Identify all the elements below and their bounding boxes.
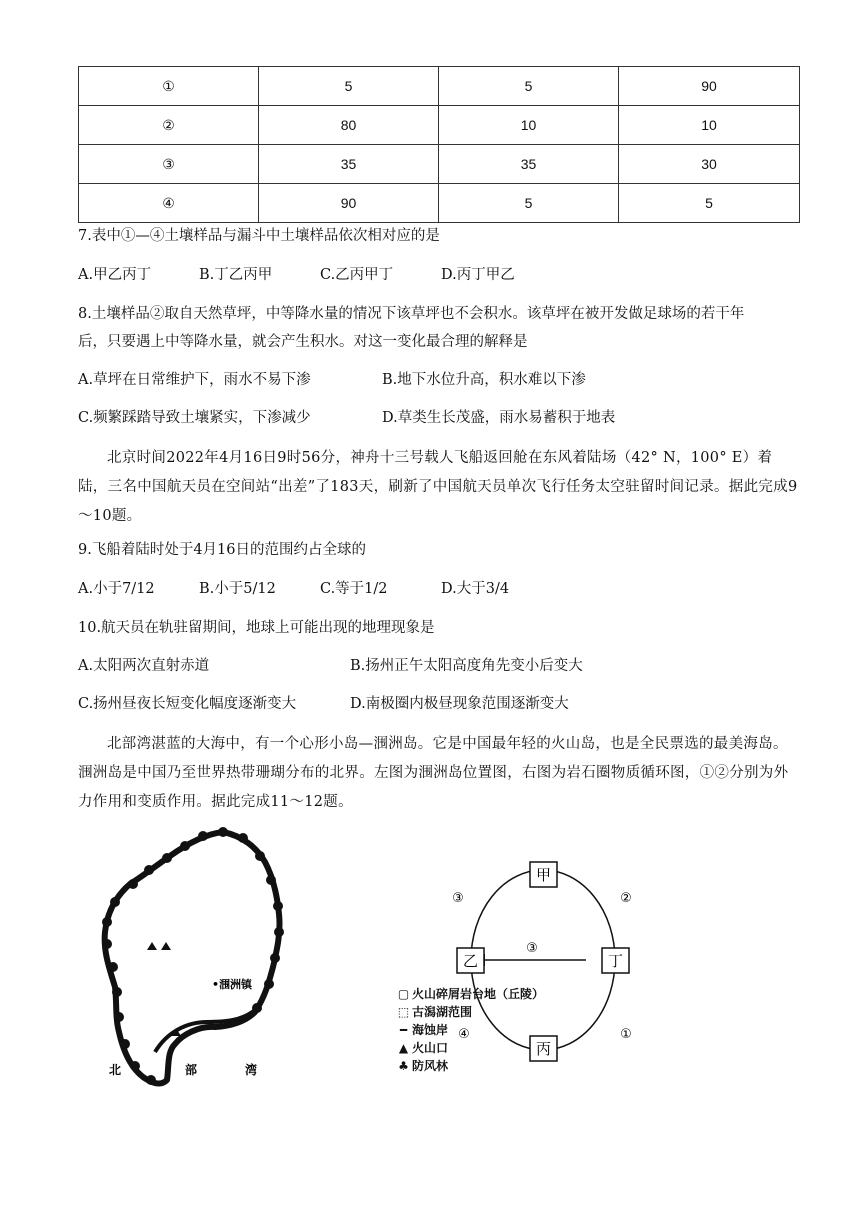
soil-sample-table bbox=[78, 66, 800, 223]
legend-label: 海蚀岸 bbox=[412, 1023, 449, 1037]
q10-option-b: B.扬州正午太阳高度角先变小后变大 bbox=[350, 658, 583, 674]
arrow-label-bottom-left: ④ bbox=[458, 1027, 470, 1042]
question-8-stem-line2: 后，只要遇上中等降水量，就会产生积水。对这一变化最合理的解释是 bbox=[78, 334, 528, 350]
passage-shenzhou13: 北京时间2022年4月16日9时56分，神舟十三号载人飞船返回舱在东风着陆场（42° N，100° E）着陆，三名中国航天员在空间站“出差”了183天，刷新了中国航天员单次飞行任务太空驻留时间记录。据此完成9～10题。 bbox=[78, 450, 798, 524]
line-icon: ━ bbox=[399, 1023, 408, 1037]
table-cell: 5 bbox=[619, 184, 800, 223]
legend-label: 古潟湖范围 bbox=[412, 1005, 473, 1019]
arrow-label-top-left: ③ bbox=[452, 891, 464, 906]
passage-weizhou-island: 北部湾湛蓝的大海中，有一个心形小岛—涠洲岛。它是中国最年轻的火山岛，也是全民票选的最美海岛。涠洲岛是中国乃至世界热带珊瑚分布的北界。左图为涠洲岛位置图，右图为岩石圈物质循环图，①②分别为外力作用和变质作用。据此完成11～12题。 bbox=[78, 736, 789, 810]
table-cell-id: ② bbox=[79, 106, 259, 145]
table-cell: 5 bbox=[439, 67, 619, 106]
q8-option-b: B.地下水位升高，积水难以下渗 bbox=[382, 372, 586, 388]
bay-char-3: 湾 bbox=[245, 1063, 258, 1077]
q7-option-a: A.甲乙丙丁 bbox=[78, 267, 152, 283]
rock-cycle-diagram bbox=[440, 852, 680, 1082]
q7-option-c: C.乙丙甲丁 bbox=[320, 267, 394, 283]
bay-char-1: 北 bbox=[109, 1063, 122, 1077]
node-yi: 乙 bbox=[462, 952, 479, 970]
table-cell: 10 bbox=[439, 106, 619, 145]
table-row bbox=[79, 145, 800, 184]
town-label: •涠洲镇 bbox=[212, 978, 253, 991]
arrow-label-middle: ③ bbox=[526, 941, 538, 956]
table-cell: 35 bbox=[439, 145, 619, 184]
q10-option-c: C.扬州昼夜长短变化幅度逐渐变大 bbox=[78, 696, 297, 712]
node-jia: 甲 bbox=[535, 866, 552, 884]
question-8-stem-line1: 8.土壤样品②取自天然草坪，中等降水量的情况下该草坪也不会积水。该草坪在被开发做足球场的若干年 bbox=[78, 306, 745, 322]
table-cell: 35 bbox=[259, 145, 439, 184]
node-bing: 丙 bbox=[535, 1040, 552, 1058]
table-cell: 30 bbox=[619, 145, 800, 184]
figure-area bbox=[95, 822, 735, 1092]
triangle-icon: ▲ bbox=[398, 1041, 409, 1055]
legend-label: 火山碎屑岩台地（丘陵） bbox=[412, 987, 545, 1001]
dashed-square-icon: ⬚ bbox=[397, 1005, 410, 1019]
table-cell: 5 bbox=[259, 67, 439, 106]
node-ding: 丁 bbox=[607, 952, 624, 970]
table-cell: 80 bbox=[259, 106, 439, 145]
q7-option-d: D.丙丁甲乙 bbox=[441, 267, 515, 283]
table-cell-id: ④ bbox=[79, 184, 259, 223]
table-cell: 5 bbox=[439, 184, 619, 223]
q8-option-d: D.草类生长茂盛，雨水易蓄积于地表 bbox=[382, 410, 616, 426]
question-9-stem: 9.飞船着陆时处于4月16日的范围约占全球的 bbox=[78, 542, 367, 558]
table-row bbox=[79, 106, 800, 145]
volcano-crater-icons bbox=[147, 942, 181, 1036]
table-cell-id: ① bbox=[79, 67, 259, 106]
island-coastline bbox=[105, 832, 280, 1084]
q8-option-c: C.频繁踩踏导致土壤紧实，下渗减少 bbox=[78, 410, 311, 426]
q10-option-d: D.南极圈内极昼现象范围逐渐变大 bbox=[350, 696, 569, 712]
square-outline-icon: ▢ bbox=[397, 987, 410, 1001]
q10-option-a: A.太阳两次直射赤道 bbox=[78, 658, 210, 674]
arrow-label-bottom-right: ① bbox=[620, 1027, 632, 1042]
q9-option-a: A.小于7/12 bbox=[78, 581, 155, 597]
table-cell: 90 bbox=[619, 67, 800, 106]
legend-label: 火山口 bbox=[412, 1041, 449, 1055]
tree-icon: ♣ bbox=[398, 1059, 409, 1073]
question-7-stem: 7.表中①—④土壤样品与漏斗中土壤样品依次相对应的是 bbox=[78, 228, 440, 244]
weizhou-island-map bbox=[95, 822, 395, 1092]
windbreak-trees bbox=[102, 827, 284, 1085]
question-10-stem: 10.航天员在轨驻留期间，地球上可能出现的地理现象是 bbox=[78, 620, 435, 636]
q9-option-d: D.大于3/4 bbox=[441, 581, 510, 597]
table-cell: 90 bbox=[259, 184, 439, 223]
table-row bbox=[79, 184, 800, 223]
q9-option-b: B.小于5/12 bbox=[199, 581, 276, 597]
legend-label: 防风林 bbox=[412, 1059, 449, 1073]
q7-option-b: B.丁乙丙甲 bbox=[199, 267, 273, 283]
table-cell-id: ③ bbox=[79, 145, 259, 184]
arrow-label-top-right: ② bbox=[620, 891, 632, 906]
q8-option-a: A.草坪在日常维护下，雨水不易下渗 bbox=[78, 372, 311, 388]
bay-char-2: 部 bbox=[185, 1063, 198, 1077]
table-cell: 10 bbox=[619, 106, 800, 145]
q9-option-c: C.等于1/2 bbox=[320, 581, 388, 597]
table-row bbox=[79, 67, 800, 106]
